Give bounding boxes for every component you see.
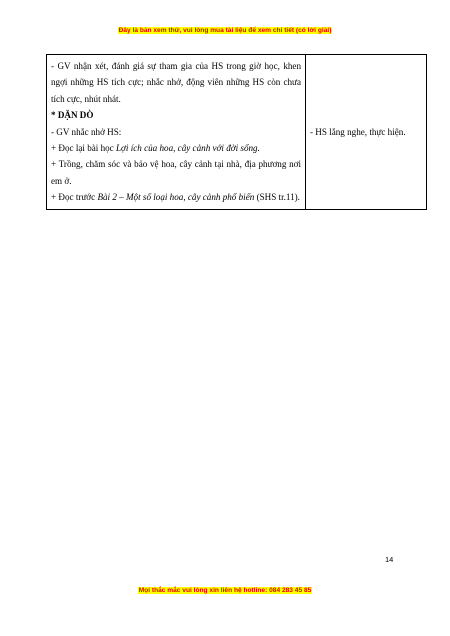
teacher-activity-cell: [47, 55, 306, 210]
preview-notice-text: Đây là bản xem thử, vui lòng mua tài liệu để xem chi tiết (có lời giải): [118, 27, 332, 34]
hotline-banner: [0, 587, 450, 594]
section-heading: * DẶN DÒ: [51, 110, 94, 121]
list-item-suffix: (SHS tr.11).: [254, 192, 300, 203]
student-activity-text: - HS lắng nghe, thực hiện.: [310, 126, 406, 137]
next-lesson-title-italic: Bài 2 – Một số loại hoa, cây cảnh phổ biến: [97, 192, 255, 203]
lesson-table: [46, 54, 427, 210]
hotline-text: Mọi thắc mắc vui lòng xin liên hệ hotline: 084 283 45 85: [138, 587, 312, 594]
list-item: + Trồng, chăm sóc và bảo vệ hoa, cây cảnh tại nhà, địa phương nơi em ở.: [51, 159, 301, 186]
preview-notice-banner: [0, 27, 450, 34]
list-item: [51, 189, 301, 205]
page-number: 14: [385, 555, 394, 564]
list-item-text: + Đọc trước: [51, 192, 98, 203]
student-activity-cell: [306, 55, 427, 210]
feedback-paragraph: - GV nhận xét, đánh giá sự tham gia của HS trong giờ học, khen ngợi những HS tích cực; nhắc nhở, động viên những HS còn chưa tích cực, nhút nhát.: [51, 61, 301, 104]
table-row: [47, 55, 427, 210]
list-item: [51, 140, 301, 156]
reminder-intro: - GV nhắc nhở HS:: [51, 126, 122, 137]
lesson-title-italic: Lợi ích của hoa, cây cảnh với đời sống.: [115, 143, 260, 154]
list-item-text: + Đọc lại bài học: [51, 143, 116, 154]
